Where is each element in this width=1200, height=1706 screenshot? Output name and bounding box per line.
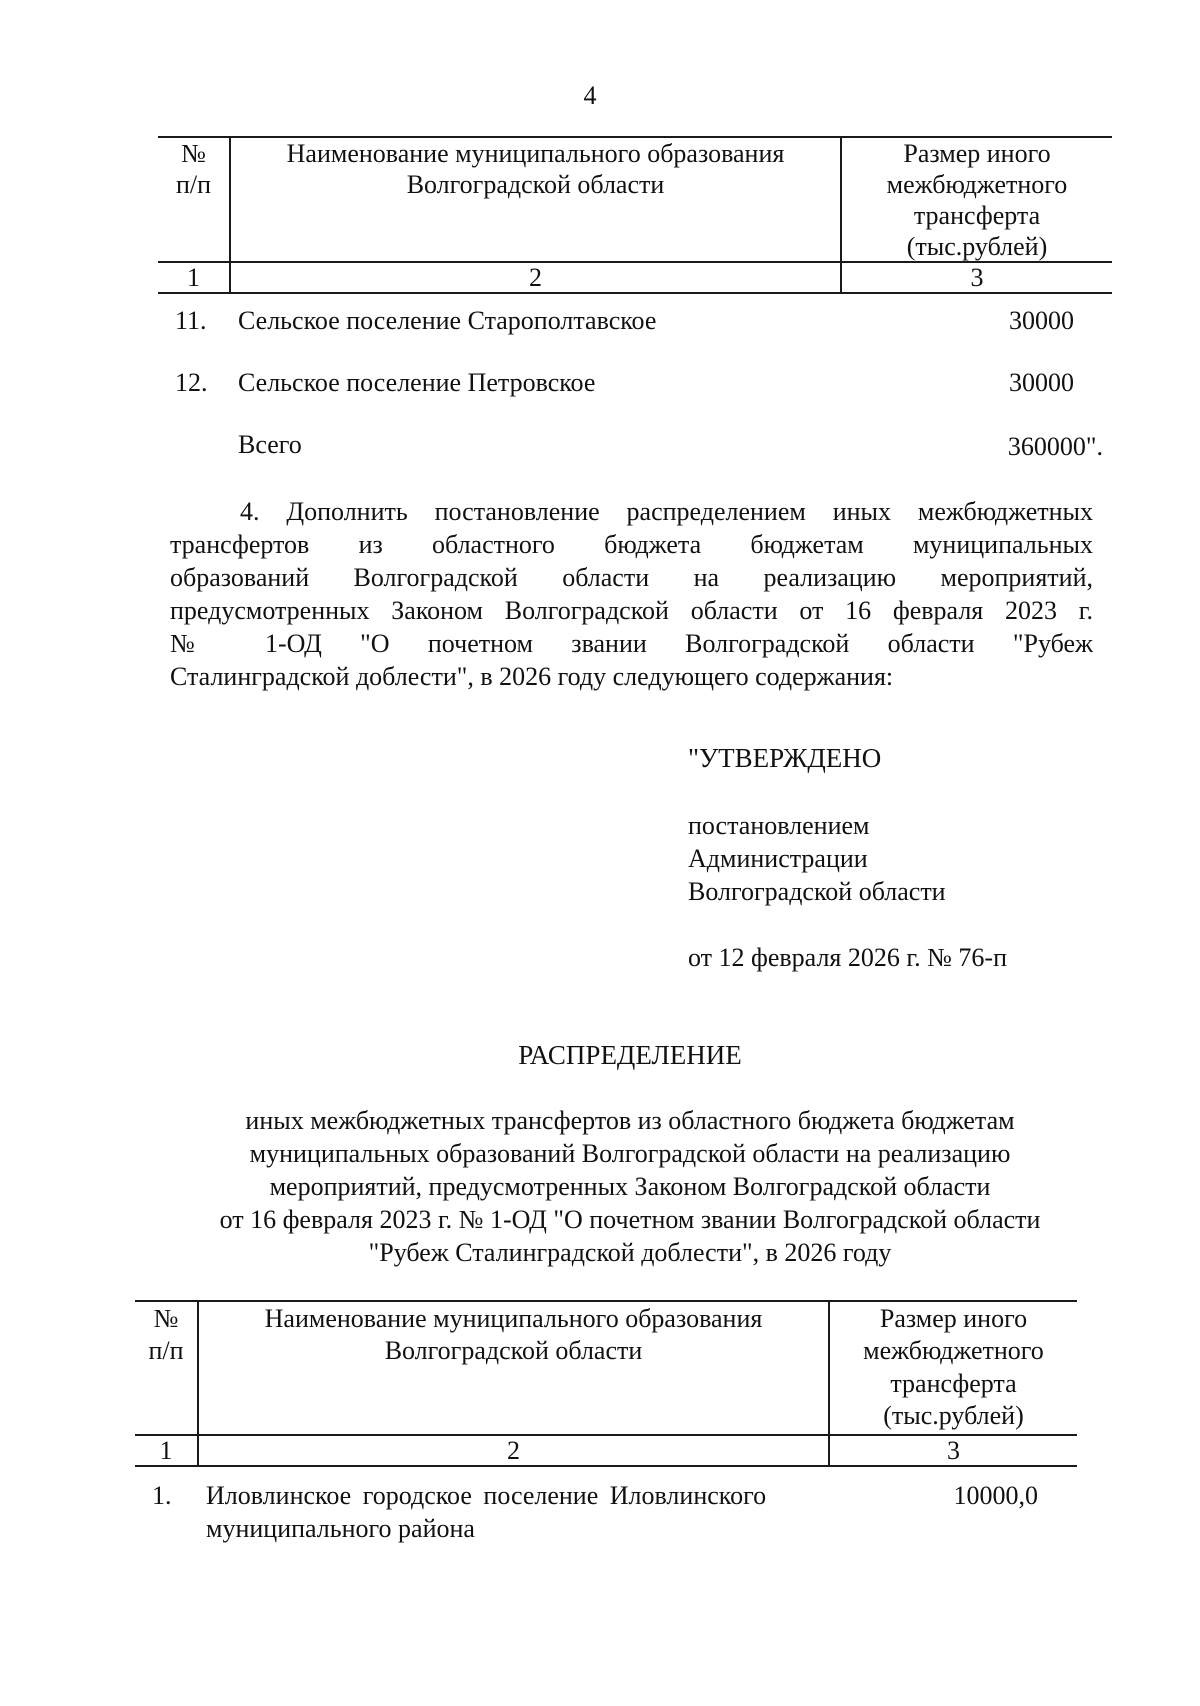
header-name-line: Наименование муниципального образования xyxy=(286,139,785,168)
table-top-border xyxy=(135,1300,1077,1302)
header-size-line: межбюджетного xyxy=(886,170,1068,199)
header-size-line: Размер иного xyxy=(903,139,1051,168)
paragraph-line: трансфертов из областного бюджета бюджетам муниципальных xyxy=(170,530,1093,559)
header-name-line: Волгоградской области xyxy=(406,170,665,199)
approval-title: "УТВЕРЖДЕНО xyxy=(688,743,882,773)
paragraph-line: № 1-ОД "О почетном звании Волгоградской области "Рубеж xyxy=(170,629,1093,658)
row-value: 10000,0 xyxy=(953,1481,1038,1510)
paragraph-line: предусмотренных Законом Волгоградской области от 16 февраля 2023 г. xyxy=(170,596,1093,625)
distribution-subtitle-line: от 16 февраля 2023 г. № 1-ОД "О почетном звании Волгоградской области xyxy=(219,1205,1041,1234)
header-name-line: Волгоградской области xyxy=(384,1336,643,1365)
row-name-line: Иловлинское городское поселение Иловлинского xyxy=(206,1481,767,1510)
col-number-2: 2 xyxy=(529,263,542,292)
col-number-3: 3 xyxy=(970,263,984,292)
header-size-line: трансферта xyxy=(890,1369,1017,1398)
row-value: 30000 xyxy=(1009,306,1074,335)
row-name: Сельское поселение Старополтавское xyxy=(238,306,657,335)
approval-date: от 12 февраля 2026 г. № 76-п xyxy=(688,943,1007,972)
header-size-line: (тыс.рублей) xyxy=(906,232,1048,261)
paragraph-line: образований Волгоградской области на реализацию мероприятий, xyxy=(170,563,1093,592)
approval-line: Волгоградской области xyxy=(688,877,946,906)
header-num-label: п/п xyxy=(148,1336,184,1365)
paragraph-line: Сталинградской доблести", в 2026 году следующего содержания: xyxy=(170,662,894,691)
row-value: 30000 xyxy=(1009,368,1074,397)
header-num-symbol: № xyxy=(153,1304,179,1333)
header-size-line: Размер иного xyxy=(879,1304,1028,1333)
col-number-2: 2 xyxy=(507,1436,520,1465)
row-number: 11. xyxy=(175,306,207,335)
col-number-1: 1 xyxy=(159,1436,173,1465)
row-name-line: муниципального района xyxy=(206,1514,475,1543)
distribution-subtitle-line: мероприятий, предусмотренных Законом Волгоградской области xyxy=(269,1172,991,1201)
row-number: 1. xyxy=(152,1481,172,1510)
header-size-line: (тыс.рублей) xyxy=(883,1401,1024,1430)
total-value: 360000". xyxy=(1007,432,1103,461)
row-number: 12. xyxy=(175,368,208,397)
distribution-subtitle-line: иных межбюджетных трансфертов из областного бюджета бюджетам xyxy=(245,1106,1015,1135)
distribution-subtitle-line: муниципальных образований Волгоградской области на реализацию xyxy=(249,1139,1011,1168)
total-label: Всего xyxy=(238,430,302,459)
approval-line: постановлением xyxy=(688,811,870,840)
approval-line: Администрации xyxy=(688,844,868,873)
paragraph-line: 4. Дополнить постановление распределением иных межбюджетных xyxy=(240,497,1093,526)
header-size-line: трансферта xyxy=(913,201,1041,230)
col-number-1: 1 xyxy=(187,263,200,292)
header-num-label: п/п xyxy=(175,170,212,199)
distribution-subtitle-line: "Рубеж Сталинградской доблести", в 2026 году xyxy=(368,1238,892,1267)
header-size-line: межбюджетного xyxy=(863,1336,1044,1365)
col-number-3: 3 xyxy=(947,1436,960,1465)
header-name-line: Наименование муниципального образования xyxy=(264,1304,763,1333)
distribution-title: РАСПРЕДЕЛЕНИЕ xyxy=(518,1040,742,1070)
header-num-symbol: № xyxy=(181,139,206,168)
row-name: Сельское поселение Петровское xyxy=(238,368,596,397)
page-number: 4 xyxy=(583,81,597,110)
